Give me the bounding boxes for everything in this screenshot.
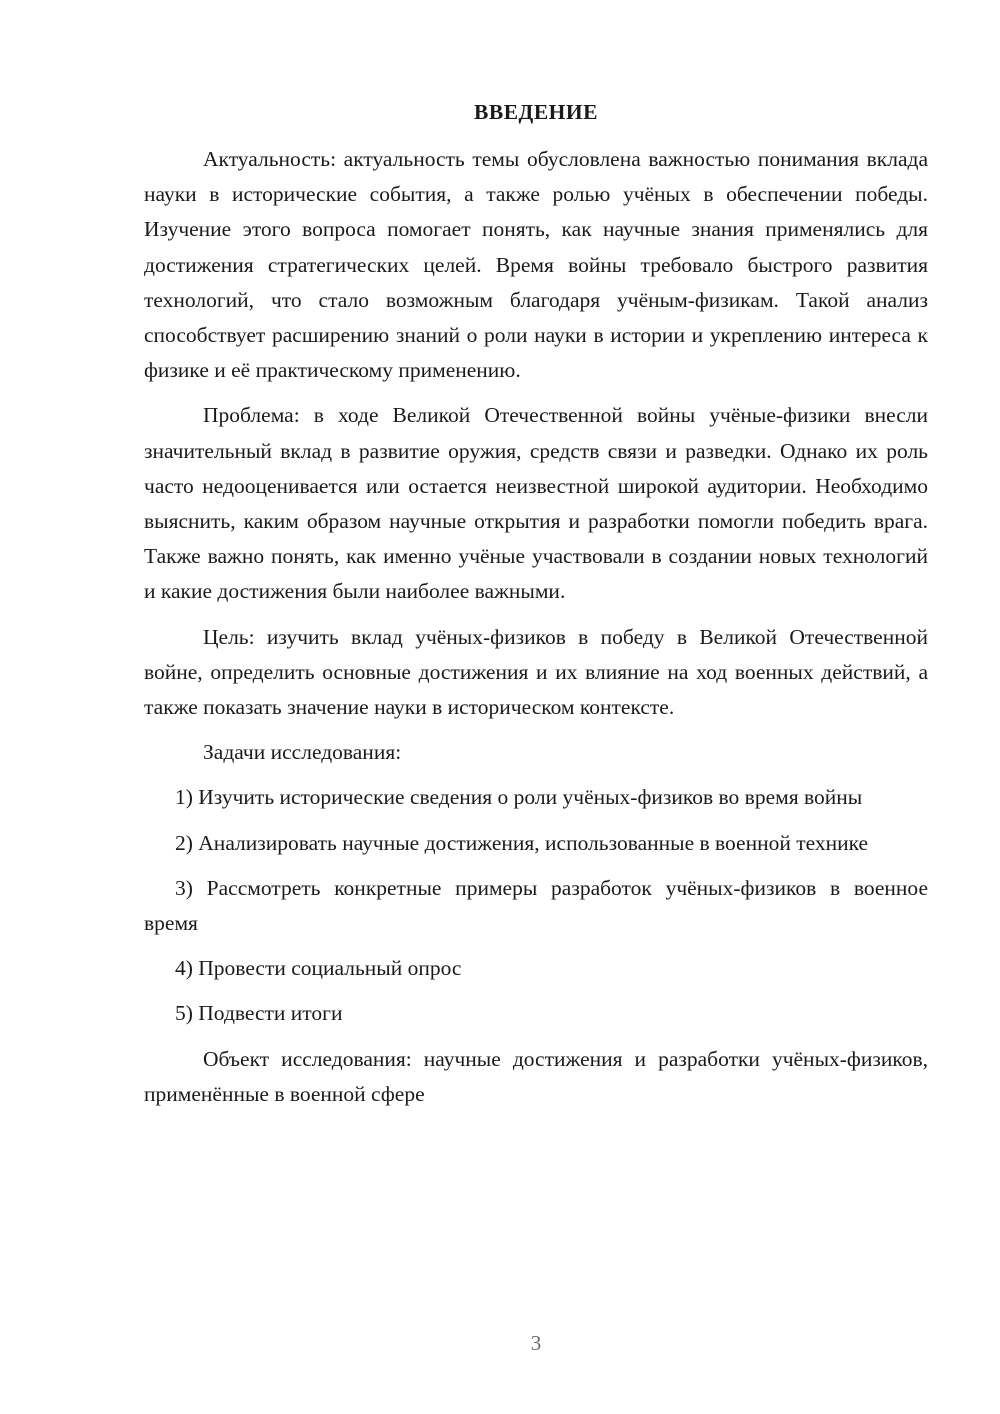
list-item: 1) Изучить исторические сведения о роли учёных-физиков во время войны: [175, 785, 863, 810]
paragraph-relevance: Актуальность: актуальность темы обусловлена важностью понимания вклада науки в исторические события, а также ролью учёных в обеспечении победы. Изучение этого вопроса помогает понять, как научные знания применялись для достижения стратегических целей. Время войны требовало быстрого развития технологий, что стало возможным благодаря учёным-физикам. Такой анализ способствует расширению знаний о роли науки в истории и укреплению интереса к физике и её практическому применению.: [144, 147, 928, 383]
tasks-label: Задачи исследования:: [203, 740, 402, 765]
list-item: 5) Подвести итоги: [175, 1001, 343, 1026]
section-heading: ВВЕДЕНИЕ: [474, 100, 598, 124]
page-content: [144, 95, 928, 1122]
tasks-list: [144, 780, 928, 1031]
list-item: 3) Рассмотреть конкретные примеры разработок учёных-физиков в военное время: [144, 875, 928, 936]
page-number: 3: [530, 1331, 542, 1355]
list-item: 2) Анализировать научные достижения, использованные в военной технике: [175, 830, 869, 855]
paragraph-object: Объект исследования: научные достижения и разработки учёных-физиков, применённые в военной сфере: [144, 1046, 928, 1106]
paragraph-goal: Цель: изучить вклад учёных-физиков в победу в Великой Отечественной войне, определить основные достижения и их влияние на ход военных действий, а также показать значение науки в историческом контексте.: [144, 624, 928, 720]
list-item: 4) Провести социальный опрос: [175, 956, 462, 981]
paragraph-problem: Проблема: в ходе Великой Отечественной войны учёные-физики внесли значительный вклад в развитие оружия, средств связи и разведки. Однако их роль часто недооценивается или остается неизвестной широкой аудитории. Необходимо выяснить, каким образом научные открытия и разработки помогли победить врага. Также важно понять, как именно учёные участвовали в создании новых технологий и какие достижения были наиболее важными.: [144, 403, 928, 604]
